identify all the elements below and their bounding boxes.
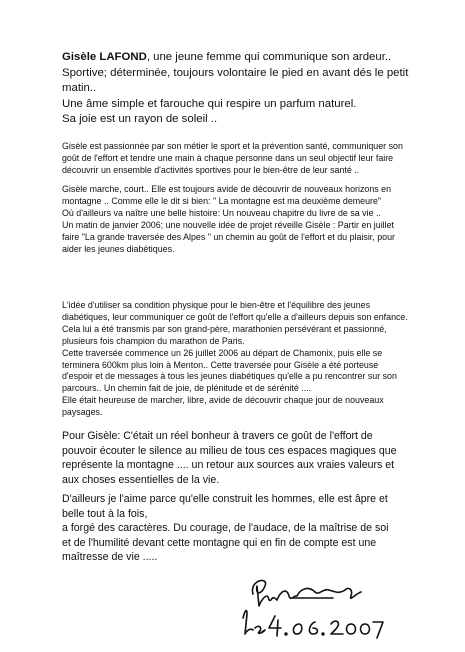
intro-line-4: Une âme simple et farouche qui respire un parfum naturel. — [62, 97, 357, 110]
text-line: Cela lui a été transmis par son grand-père, marathonien persévérant et passionné, — [62, 323, 387, 334]
intro-line-2: Sportive; déterminée, toujours volontaire le pied en avant dés le petit — [62, 66, 409, 79]
text-line: Elle était heureuse de marcher, libre, avide de découvrir chaque jour de nouveaux — [62, 395, 384, 406]
paragraph-traversee — [62, 300, 408, 419]
text-line: paysages. — [62, 407, 103, 418]
text-line: Où d'ailleurs va naître une belle histoire: Un nouveau chapitre du livre de sa vie .. — [62, 207, 381, 218]
intro-line-3: matin.. — [62, 82, 97, 95]
text-line: terminera 600km plus loin à Menton.. Cette traversée pour Gisèle a été porteuse — [62, 359, 379, 370]
signature-drawing — [235, 572, 385, 642]
handwritten-signature — [235, 572, 385, 642]
paragraph-bonheur — [62, 429, 395, 487]
text-line: aider les jeunes diabétiques. — [62, 243, 175, 254]
text-line: goût de l'effort et tendre une main à chaque personne dans un seul objectif leur faire — [62, 152, 394, 163]
text-line: représente la montagne .... un retour aux sources aux vraies valeurs et — [62, 459, 395, 472]
intro-section — [62, 50, 409, 128]
text-line: faire "La grande traversée des Alpes " un chemin au goût de l'effort et du plaisir, pour — [62, 231, 395, 242]
text-line: Un matin de janvier 2006; une nouvelle idée de projet réveille Gisèle : Partir en juillet — [62, 219, 395, 230]
paragraph-montagne — [62, 492, 392, 565]
intro-line-1 — [62, 50, 392, 66]
text-line: montagne .. Comme elle le dit si bien: " La montagne est ma deuxième demeure" — [62, 195, 382, 206]
text-line: D'ailleurs je l'aime parce qu'elle construit les hommes, elle est âpre et — [62, 493, 388, 505]
intro-line-5: Sa joie est un rayon de soleil .. — [62, 113, 218, 126]
intro-line-1-rest: , une jeune femme qui communique son ardeur.. — [146, 51, 392, 63]
paragraph-passion — [62, 141, 403, 177]
person-name: Gisèle LAFOND — [62, 51, 147, 63]
text-line: et de l'humilité devant cette montagne qui en fin de compte est une — [62, 536, 377, 549]
text-line: L'idée d'utiliser sa condition physique pour le bien-être et l'équilibre des jeunes — [62, 300, 371, 310]
text-line: a forgé des caractères. Du courage, de l'audace, de la maîtrise de soi — [62, 522, 389, 535]
text-line: belle tout à la fois, — [62, 507, 148, 520]
text-line: Gisèle marche, court.. Elle est toujours avide de découvrir de nouveaux horizons en — [62, 184, 392, 194]
text-line: pouvoir écouter le silence au milieu de tous ces espaces magiques que — [62, 444, 397, 457]
text-line: Cette traversée commence un 26 juillet 2006 au départ de Chamonix, puis elle se — [62, 347, 383, 358]
text-line: découvrir un ensemble d'activités sportives pour le bien-être de leur santé .. — [62, 164, 360, 175]
text-line: diabétiques, leur communiquer ce goût de l'effort qu'elle a d'ailleurs depuis son enfance. — [62, 311, 408, 322]
text-line: Pour Gisèle: C'était un réel bonheur à travers ce goût de l'effort de — [62, 430, 373, 442]
text-line: Gisèle est passionnée par son métier le sport et la prévention santé, communiquer son — [62, 141, 403, 151]
text-line: aux choses essentielles de la vie. — [62, 473, 220, 486]
text-line: parcours.. Un chemin fait de joie, de plénitude et de sérénité .... — [62, 383, 312, 394]
text-line: d'espoir et de messages à tous les jeunes diabétiques qu'elle a pu rencontrer sur son — [62, 371, 397, 382]
paragraph-mountain — [62, 184, 395, 255]
text-line: plusieurs fois champion du marathon de Paris. — [62, 335, 245, 346]
text-line: maîtresse de vie ..... — [62, 551, 158, 564]
